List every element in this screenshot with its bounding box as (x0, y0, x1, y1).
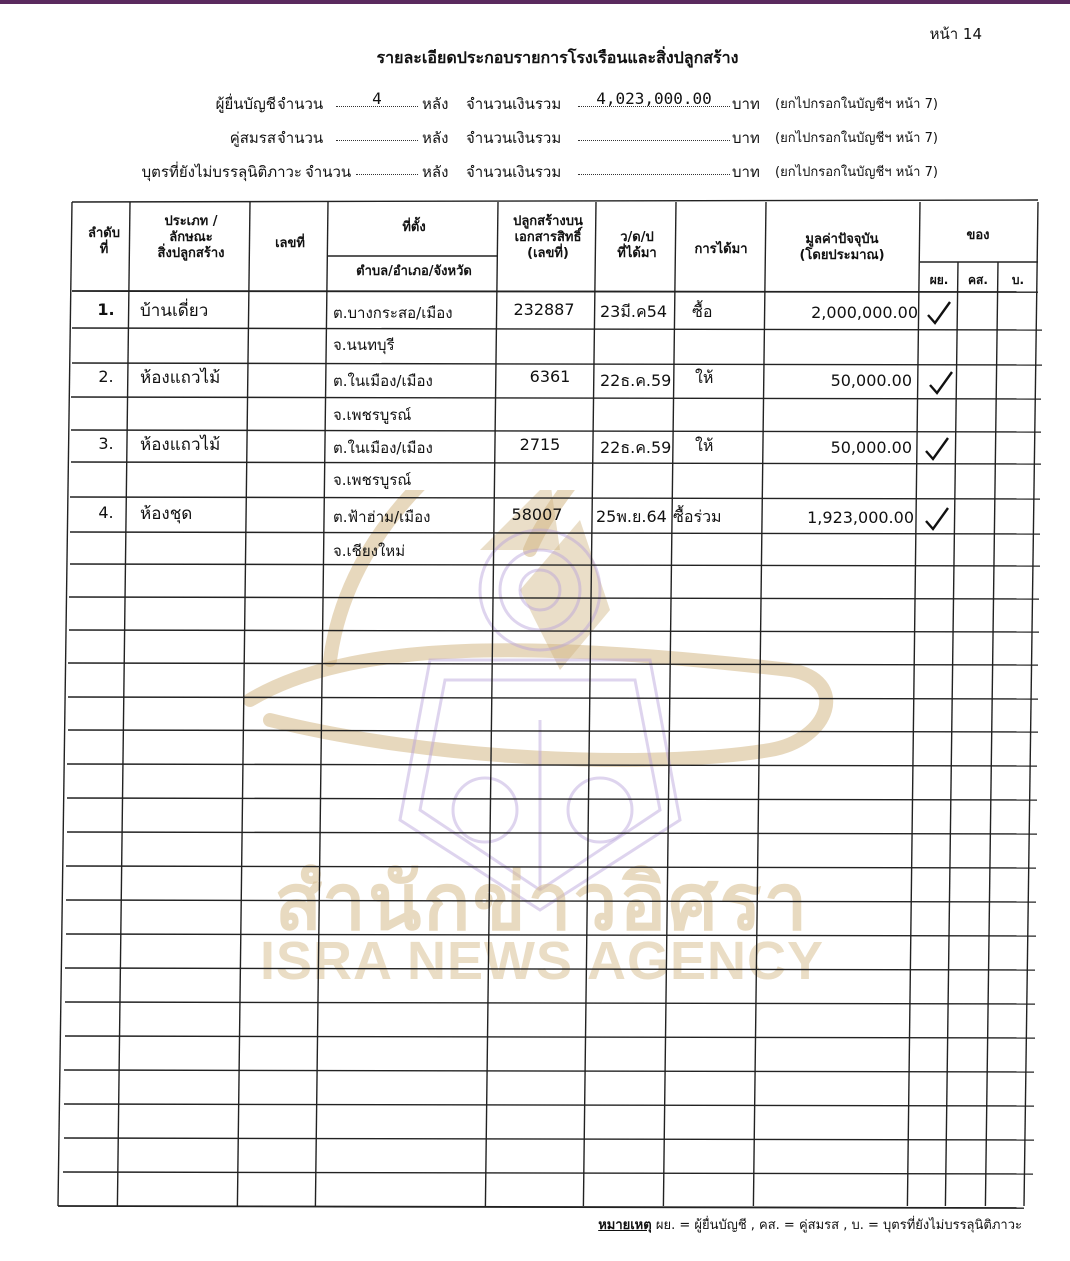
row-type: ห้องชุด (140, 504, 193, 524)
grid-line (1024, 202, 1038, 1206)
grid-line (66, 934, 1036, 936)
grid-line (945, 262, 958, 1206)
header-order: ลำดับ ที่ (88, 226, 120, 257)
page-number: หน้า 14 (929, 25, 982, 43)
grid-line (237, 202, 250, 1206)
row-date: 22ธ.ค.59 (600, 438, 672, 457)
header-value: มูลค่าปัจจุบัน (โดยประมาณ) (799, 232, 885, 263)
grid-line (117, 202, 130, 1206)
row-location-2: จ.เพชรบูรณ์ (333, 471, 412, 489)
summary-note: (ยกไปกรอกในบัญชีฯ หน้า 7) (775, 97, 938, 112)
row-deed: 6361 (529, 367, 571, 386)
grid-line (58, 202, 72, 1206)
row-value: 2,000,000.00 (811, 303, 918, 322)
grid-line (66, 866, 1036, 868)
row-type: ห้องแถวไม้ (140, 435, 221, 455)
header-owner-declarant: ผย. (929, 273, 949, 287)
grid-line (70, 532, 1040, 534)
grid-line (69, 597, 1039, 599)
row-date: 22ธ.ค.59 (600, 371, 672, 390)
grid-line (753, 202, 766, 1206)
row-location-2: จ.นนทบุรี (333, 336, 395, 354)
row-location-1: ต.ในเมือง/เมือง (333, 372, 433, 390)
row-location-2: จ.เชียงใหม่ (333, 542, 406, 560)
summary-note: (ยกไปกรอกในบัญชีฯ หน้า 7) (775, 131, 938, 146)
row-deed: 58007 (511, 505, 563, 524)
amount-label: จำนวนเงินรวม (466, 163, 562, 181)
baht-label: บาท (732, 163, 760, 181)
watermark-english: ISRA NEWS AGENCY (259, 931, 825, 991)
row-value: 50,000.00 (830, 371, 912, 390)
unit-label: หลัง (422, 163, 449, 181)
grid-line (663, 202, 676, 1206)
grid-line (72, 328, 1042, 330)
row-deed: 2715 (519, 435, 561, 454)
document-title: รายละเอียดประกอบรายการโรงเรือนและสิ่งปลูกสร้าง (376, 48, 739, 67)
row-date: 23มี.ค54 (600, 302, 668, 321)
row-type: บ้านเดี่ยว (140, 301, 209, 321)
grid-line (64, 1070, 1034, 1072)
row-acquired: ให้ (695, 368, 714, 387)
row-order: 3. (98, 434, 114, 453)
count-label: จำนวน (305, 163, 352, 181)
grid-line (70, 497, 1040, 499)
header-number: เลขที่ (275, 236, 305, 251)
grid-line (64, 1104, 1034, 1106)
grid-line (63, 1172, 1033, 1174)
grid-line (67, 832, 1037, 834)
grid-line (65, 1036, 1035, 1038)
grid-line (65, 1002, 1035, 1004)
grid-line (907, 202, 920, 1206)
summary-note: (ยกไปกรอกในบัญชีฯ หน้า 7) (775, 165, 938, 180)
header-deed: ปลูกสร้างบน เอกสารสิทธิ์ (เลขที่) (513, 214, 583, 261)
grid-line (67, 764, 1037, 766)
row-value: 50,000.00 (830, 438, 912, 457)
footer-text: ผย. = ผู้ยื่นบัญชี , คส. = คู่สมรส , บ. = บุตรที่ยังไม่บรรลุนิติภาวะ (655, 1218, 1022, 1233)
row-order: 1. (97, 300, 115, 319)
grid-line (64, 1138, 1034, 1140)
grid-line (58, 1206, 1024, 1208)
row-acquired: ซื้อร่วม (673, 507, 722, 526)
footer-note (598, 1214, 1022, 1235)
count-label: จำนวน (277, 129, 324, 147)
grid-line (985, 262, 998, 1206)
amount-label: จำนวนเงินรวม (466, 129, 562, 147)
row-value: 1,923,000.00 (807, 508, 914, 527)
row-acquired: ให้ (695, 436, 714, 455)
header-date: ว/ด/ป ที่ได้มา (617, 230, 657, 261)
row-location-1: ต.ในเมือง/เมือง (333, 439, 433, 457)
grid-line (315, 202, 328, 1206)
unit-label: หลัง (422, 129, 449, 147)
grid-line (67, 798, 1037, 800)
grid-line (72, 291, 1038, 292)
grid-line (71, 397, 1041, 399)
row-deed: 232887 (513, 300, 575, 319)
footer-label: หมายเหตุ (598, 1218, 652, 1233)
header-owner-spouse: คส. (968, 273, 988, 287)
summary-label: คู่สมรส (229, 129, 276, 147)
grid-line (70, 564, 1040, 566)
unit-label: หลัง (422, 95, 449, 113)
amount-label: จำนวนเงินรวม (466, 95, 562, 113)
count-label: จำนวน (277, 95, 324, 113)
check-mark-icon (928, 370, 954, 396)
grid-line (69, 630, 1039, 632)
header-owner: ของ (966, 228, 990, 243)
header-location-sub: ตำบล/อำเภอ/จังหวัด (356, 264, 472, 279)
row-location-1: ต.บางกระสอ/เมือง (333, 304, 453, 322)
watermark-thai: สำนักข่าวอิศรา (274, 858, 810, 948)
grid-line (71, 462, 1041, 464)
header-location: ที่ตั้ง (402, 220, 426, 235)
baht-label: บาท (732, 129, 760, 147)
summary-label: บุตรที่ยังไม่บรรลุนิติภาวะ (141, 163, 302, 181)
grid-line (583, 202, 596, 1206)
header-owner-child: บ. (1011, 273, 1025, 287)
grid-line (68, 730, 1038, 732)
row-location-1: ต.ฟ้าฮ่าม/เมือง (333, 508, 431, 526)
row-order: 2. (98, 367, 114, 386)
check-mark-icon (924, 506, 950, 532)
row-type: ห้องแถวไม้ (140, 368, 221, 388)
grid-line (72, 200, 1038, 202)
baht-label: บาท (732, 95, 760, 113)
count-value: 4 (372, 89, 382, 108)
grid-line (485, 202, 498, 1206)
row-location-2: จ.เพชรบูรณ์ (333, 406, 412, 424)
amount-value: 4,023,000.00 (596, 89, 712, 108)
row-order: 4. (98, 503, 114, 522)
grid-line (66, 900, 1036, 902)
grid-line (68, 663, 1038, 665)
check-mark-icon (924, 436, 950, 462)
header-type: ประเภท / ลักษณะ สิ่งปลูกสร้าง (157, 214, 225, 261)
summary-label: ผู้ยื่นบัญชี (215, 95, 276, 113)
row-date: 25พ.ย.64 (596, 507, 667, 526)
header-acquired: การได้มา (694, 242, 748, 257)
grid-line (65, 968, 1035, 970)
grid-line (68, 697, 1038, 699)
row-acquired: ซื้อ (692, 302, 713, 321)
check-mark-icon (926, 300, 952, 326)
